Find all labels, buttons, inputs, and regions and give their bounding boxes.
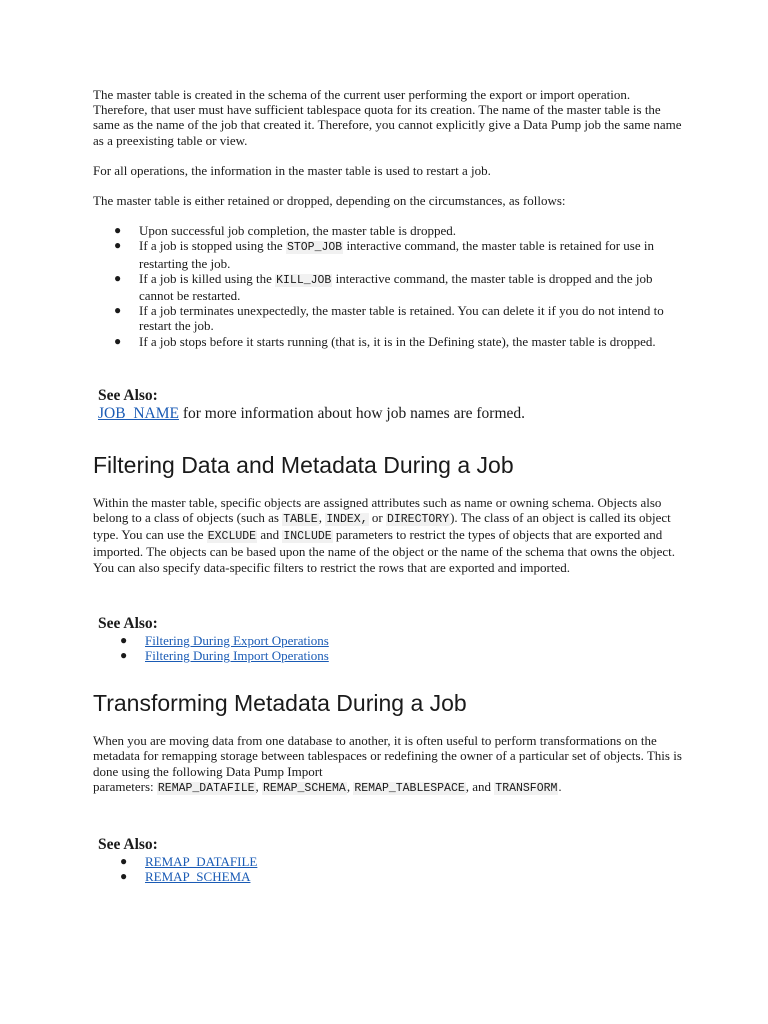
list-item: [93, 869, 683, 884]
list-item: ● If a job is killed using the KILL_JOB interactive command, the master table is dropped and the job cannot be restarted.: [114, 270, 653, 304]
bullet-icon: ●: [114, 303, 122, 318]
see-also-title: See Also:: [98, 386, 158, 404]
list-item: ● If a job terminates unexpectedly, the master table is retained. You can delete it if you do not intend to restart the job.: [114, 303, 664, 334]
paragraph-transforming: When you are moving data from one database to another, it is often useful to perform transformations on the metadata for remapping storage between tablespaces or redefining the owner of a particular set of objects. This is done using the following Data Pump Import parameters: REMAP_DATAFILE, REMAP_SCHEMA, REMAP_TABLESPACE, and TRANSFORM.: [93, 733, 682, 795]
document-page: [93, 87, 683, 884]
code-remap-tablespace: REMAP_TABLESPACE: [354, 781, 465, 795]
paragraph-master-table: The master table is created in the schema of the current user performing the export or import operation. Therefore, that user must have sufficient tablespace quota for its creation. The name of the master table is the same as the name of the job that created it. Therefore, you cannot explicitly give a Data Pump job the same name as a preexisting table or view.: [93, 87, 682, 148]
list-item: ● If a job stops before it starts running (that is, it is in the Defining state), the master table is dropped.: [114, 333, 656, 349]
remap-datafile-link[interactable]: REMAP_DATAFILE: [145, 854, 258, 870]
bullet-icon: ●: [120, 632, 128, 647]
bullet-icon: ●: [120, 648, 128, 663]
code-stop-job: STOP_JOB: [286, 241, 343, 255]
paragraph-retained-dropped: The master table is either retained or dropped, depending on the circumstances, as follows:: [93, 193, 566, 209]
see-also-filtering: [93, 615, 683, 663]
code-remap-schema: REMAP_SCHEMA: [263, 781, 346, 795]
remap-schema-link[interactable]: REMAP_SCHEMA: [145, 869, 251, 885]
see-also-title: See Also:: [98, 836, 158, 854]
list-item: ● Upon successful job completion, the master table is dropped.: [114, 223, 456, 239]
heading-transforming: Transforming Metadata During a Job: [93, 690, 467, 717]
paragraph-filtering: Within the master table, specific objects are assigned attributes such as name or owning schema. Objects also belong to a class of objects (such as TABLE, INDEX, or DIRECTORY). The class of an object is called its object type. You can use the EXCLUDE and INCLUDE parameters to restrict the types of objects that are exported and imported. The objects can be based upon the name of the object or the name of the schema that owns the object. You can also specify data-specific filters to restrict the rows that are exported and imported.: [93, 494, 676, 575]
bullet-icon: ●: [114, 223, 122, 238]
code-remap-datafile: REMAP_DATAFILE: [157, 781, 255, 795]
list-item: ● If a job is stopped using the STOP_JOB interactive command, the master table is retained for use in restarting the job.: [114, 238, 654, 271]
code-index: INDEX,: [326, 513, 368, 527]
list-item: [93, 648, 683, 663]
bullet-icon: ●: [120, 854, 128, 869]
code-directory: DIRECTORY: [386, 513, 450, 527]
code-transform: TRANSFORM: [495, 781, 558, 795]
see-also-title: See Also:: [98, 614, 158, 632]
bullet-icon: ●: [114, 238, 122, 253]
circumstances-list: [93, 223, 683, 349]
bullet-icon: ●: [114, 333, 122, 348]
code-kill-job: KILL_JOB: [276, 273, 332, 287]
list-item: [93, 633, 683, 648]
see-also-transforming: [93, 836, 683, 884]
bullet-icon: ●: [114, 270, 122, 285]
filtering-export-link[interactable]: Filtering During Export Operations: [145, 632, 329, 648]
bullet-icon: ●: [120, 869, 128, 884]
code-include: INCLUDE: [283, 530, 332, 544]
job-name-link[interactable]: JOB_NAME: [98, 404, 179, 422]
heading-filtering: Filtering Data and Metadata During a Job: [93, 451, 514, 478]
paragraph-restart: For all operations, the information in the master table is used to restart a job.: [93, 162, 491, 178]
code-table: TABLE: [283, 513, 318, 527]
list-item: [93, 854, 683, 869]
code-exclude: EXCLUDE: [207, 530, 257, 544]
see-also-job-name: See Also: JOB_NAME for more information about how job names are formed.: [93, 387, 683, 423]
filtering-import-link[interactable]: Filtering During Import Operations: [145, 648, 329, 664]
